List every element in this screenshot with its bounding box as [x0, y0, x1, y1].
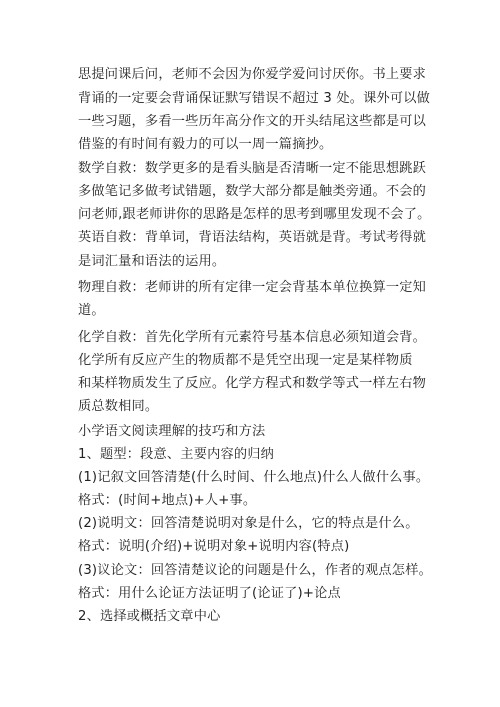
text-line: (3)议论文：回答清楚议论的问题是什么，作者的观点怎样。	[78, 563, 432, 578]
text-line: 格式：说明(介绍)+说明对象+说明内容(特点)	[78, 539, 350, 554]
text-line: 化学自救：首先化学所有元素符号基本信息必须知道会背。	[78, 330, 427, 345]
text-line: (2)说明文：回答清楚说明对象是什么，它的特点是什么。	[78, 516, 419, 531]
text-line: 2、选择或概括文章中心	[78, 609, 221, 624]
text-line: (1)记叙文回答清楚(什么时间、什么地点)什么人做什么事。	[78, 470, 430, 485]
text-line: 数学自救：数学更多的是看头脑是否清晰一定不能思想跳跃	[78, 161, 427, 176]
text-line: 1、题型：段意、主要内容的归纳	[78, 447, 275, 462]
text-line: 问老师,跟老师讲你的思路是怎样的思考到哪里发现不会了。	[78, 207, 431, 222]
text-line: 和某样物质发生了反应。化学方程式和数学等式一样左右物	[78, 376, 427, 391]
text-line: 背诵的一定要会背诵保证默写错误不超过 3 处。课外可以做	[78, 91, 431, 106]
text-line: 化学所有反应产生的物质都不是凭空出现一定是某样物质	[78, 353, 413, 368]
text-line: 思提问课后问，老师不会因为你爱学爱问讨厌你。书上要求	[78, 67, 427, 82]
text-line: 一些习题，多看一些历年高分作文的开头结尾这些都是可以	[78, 114, 427, 129]
text-line: 物理自救：老师讲的所有定律一定会背基本单位换算一定知	[78, 280, 427, 295]
text-line: 借鉴的有时间有毅力的可以一周一篇摘抄。	[78, 137, 333, 152]
text-line: 是词汇量和语法的运用。	[78, 254, 226, 269]
text-line: 格式：用什么论证方法证明了(论证了)+论点	[78, 586, 341, 601]
text-line: 多做笔记多做考试错题，数学大部分都是触类旁通。不会的	[78, 184, 427, 199]
text-line: 格式：(时间+地点)+人+事。	[78, 493, 257, 508]
text-line: 质总数相同。	[78, 399, 159, 414]
text-line: 英语自救：背单词，背语法结构，英语就是背。考试考得就	[78, 230, 427, 245]
text-line: 道。	[78, 303, 105, 318]
section-heading: 小学语文阅读理解的技巧和方法	[78, 424, 266, 439]
